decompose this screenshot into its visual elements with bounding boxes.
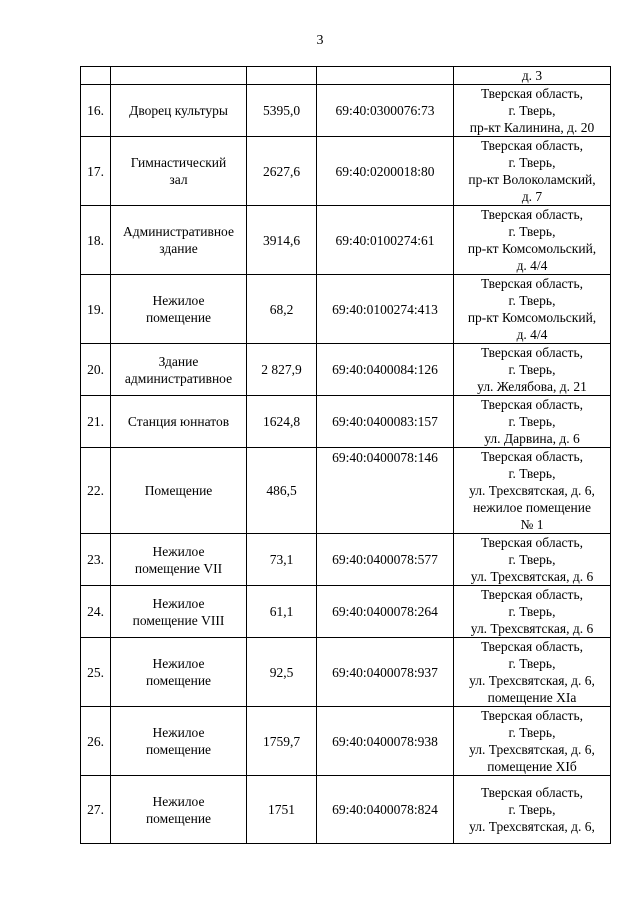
name-line: зал — [169, 172, 188, 187]
cell-num: 20. — [81, 344, 111, 396]
address-line: Тверская область, — [481, 138, 583, 153]
cell-area: 1759,7 — [247, 707, 317, 776]
cell-name — [111, 776, 247, 844]
address-line: г. Тверь, — [508, 552, 556, 567]
cell-cadastral: 69:40:0400078:146 — [317, 448, 454, 534]
address-line: Тверская область, — [481, 207, 583, 222]
address-line: пр-кт Волоколамский, — [468, 172, 596, 187]
name-line: помещение VIII — [132, 612, 225, 628]
cell-cadastral: 69:40:0400078:824 — [317, 776, 454, 844]
address-line: Тверская область, — [481, 535, 583, 550]
table-row — [81, 534, 611, 586]
cell-address — [454, 85, 611, 137]
table-row — [81, 344, 611, 396]
address-line: д. 3 — [521, 68, 543, 83]
cell-cadastral: 69:40:0200018:80 — [317, 137, 454, 206]
address-line: д. 4/4 — [516, 327, 548, 342]
cell-cadastral: 69:40:0400078:937 — [317, 638, 454, 707]
name-line: административное — [124, 370, 233, 386]
address-line: № 1 — [520, 517, 544, 532]
cell-area: 486,5 — [247, 448, 317, 534]
cell-area — [247, 67, 317, 85]
cell-cadastral: 69:40:0400078:264 — [317, 586, 454, 638]
cell-address — [454, 586, 611, 638]
address-line: г. Тверь, — [508, 802, 556, 817]
name-line: Дворец культуры — [129, 103, 228, 118]
cell-cadastral: 69:40:0400083:157 — [317, 396, 454, 448]
cell-address — [454, 396, 611, 448]
name-line: Станция юннатов — [127, 414, 230, 429]
cell-num: 18. — [81, 206, 111, 275]
name-line: Здание — [158, 353, 199, 369]
address-line: д. 4/4 — [516, 258, 548, 273]
name-line: Нежилое — [152, 595, 205, 611]
address-line: г. Тверь, — [508, 293, 556, 308]
table-row — [81, 85, 611, 137]
address-line: ул. Трехсвятская, д. 6, — [469, 819, 595, 834]
cell-cadastral: 69:40:0100274:61 — [317, 206, 454, 275]
table-row — [81, 396, 611, 448]
address-line: Тверская область, — [481, 276, 583, 291]
cell-name — [111, 586, 247, 638]
address-line: г. Тверь, — [508, 155, 556, 170]
cell-area: 2 827,9 — [247, 344, 317, 396]
cell-name — [111, 85, 247, 137]
cell-address — [454, 534, 611, 586]
address-line: Тверская область, — [481, 86, 583, 101]
name-line: Гимнастический — [130, 155, 227, 170]
table-row — [81, 275, 611, 344]
address-line: г. Тверь, — [508, 604, 556, 619]
cell-cadastral: 69:40:0100274:413 — [317, 275, 454, 344]
name-line: помещение — [145, 310, 212, 325]
cell-name — [111, 448, 247, 534]
cell-cadastral: 69:40:0400084:126 — [317, 344, 454, 396]
address-line: ул. Трехсвятская, д. 6 — [470, 621, 594, 636]
table-row — [81, 206, 611, 275]
table-row — [81, 707, 611, 776]
name-line: Помещение — [144, 483, 213, 498]
cell-cadastral: 69:40:0300076:73 — [317, 85, 454, 137]
cell-address — [454, 638, 611, 707]
cell-num: 19. — [81, 275, 111, 344]
address-line: помещение XIб — [487, 759, 577, 774]
cell-name — [111, 67, 247, 85]
cell-name — [111, 137, 247, 206]
name-line: Нежилое — [152, 656, 205, 671]
cell-num: 25. — [81, 638, 111, 707]
name-line: Нежилое — [152, 293, 205, 308]
cell-cadastral: 69:40:0400078:577 — [317, 534, 454, 586]
cell-address — [454, 448, 611, 534]
address-line: Тверская область, — [481, 785, 583, 800]
cell-address — [454, 344, 611, 396]
address-line: Тверская область, — [481, 449, 583, 464]
address-line: ул. Желябова, д. 21 — [477, 379, 587, 394]
cell-num: 27. — [81, 776, 111, 844]
name-line: Нежилое — [152, 725, 205, 740]
table-row — [81, 586, 611, 638]
address-line: г. Тверь, — [508, 414, 556, 429]
continuation-row — [81, 67, 611, 85]
address-line: г. Тверь, — [508, 725, 556, 740]
cell-num: 22. — [81, 448, 111, 534]
table-row — [81, 638, 611, 707]
address-line: пр-кт Комсомольский, — [467, 241, 597, 256]
address-line: пр-кт Калинина, д. 20 — [469, 120, 595, 135]
cell-num: 16. — [81, 85, 111, 137]
cell-num: 26. — [81, 707, 111, 776]
cell-address — [454, 707, 611, 776]
cell-num — [81, 67, 111, 85]
cell-num: 24. — [81, 586, 111, 638]
address-line: ул. Трехсвятская, д. 6, — [469, 673, 595, 688]
address-line: ул. Дарвина, д. 6 — [484, 431, 580, 446]
address-line: ул. Трехсвятская, д. 6, — [469, 483, 595, 498]
cell-cadastral: 69:40:0400078:938 — [317, 707, 454, 776]
address-line: г. Тверь, — [508, 224, 556, 239]
address-line: Тверская область, — [481, 708, 583, 723]
address-line: Тверская область, — [481, 345, 583, 360]
page-number: 3 — [316, 33, 324, 48]
address-line: Тверская область, — [481, 587, 583, 602]
property-table-body — [81, 67, 611, 844]
cell-area: 92,5 — [247, 638, 317, 707]
name-line: Нежилое — [152, 793, 205, 809]
address-line: ул. Трехсвятская, д. 6 — [470, 569, 594, 584]
name-line: Нежилое — [152, 543, 205, 559]
address-line: нежилое помещение — [473, 500, 591, 515]
cell-area: 1751 — [247, 776, 317, 844]
name-line: Административное — [123, 224, 234, 239]
cell-name — [111, 707, 247, 776]
table-row — [81, 137, 611, 206]
cell-area: 5395,0 — [247, 85, 317, 137]
cell-num: 23. — [81, 534, 111, 586]
cell-name — [111, 638, 247, 707]
cell-name — [111, 344, 247, 396]
address-line: д. 7 — [521, 189, 543, 204]
name-line: помещение — [145, 742, 212, 757]
cell-num: 17. — [81, 137, 111, 206]
cell-area: 61,1 — [247, 586, 317, 638]
cell-name — [111, 275, 247, 344]
address-line: пр-кт Комсомольский, — [467, 310, 597, 325]
cell-address — [454, 67, 611, 85]
cell-cadastral — [317, 67, 454, 85]
cell-address — [454, 206, 611, 275]
cell-area: 1624,8 — [247, 396, 317, 448]
name-line: помещение VII — [134, 560, 223, 576]
cell-address — [454, 776, 611, 844]
cell-address — [454, 137, 611, 206]
property-table — [80, 66, 611, 844]
name-line: помещение — [145, 810, 212, 826]
address-line: г. Тверь, — [508, 362, 556, 377]
cell-name — [111, 396, 247, 448]
name-line: здание — [159, 241, 198, 256]
name-line: помещение — [145, 673, 212, 688]
address-line: г. Тверь, — [508, 103, 556, 118]
cell-area: 3914,6 — [247, 206, 317, 275]
address-line: Тверская область, — [481, 397, 583, 412]
table-row — [81, 448, 611, 534]
table-row — [81, 776, 611, 844]
cell-num: 21. — [81, 396, 111, 448]
address-line: г. Тверь, — [508, 466, 556, 481]
cell-area: 2627,6 — [247, 137, 317, 206]
cell-name — [111, 206, 247, 275]
address-line: помещение XIа — [487, 690, 577, 705]
cell-area: 68,2 — [247, 275, 317, 344]
cell-area: 73,1 — [247, 534, 317, 586]
address-line: ул. Трехсвятская, д. 6, — [469, 742, 595, 757]
cell-address — [454, 275, 611, 344]
address-line: Тверская область, — [481, 639, 583, 654]
cell-name — [111, 534, 247, 586]
address-line: г. Тверь, — [508, 656, 556, 671]
